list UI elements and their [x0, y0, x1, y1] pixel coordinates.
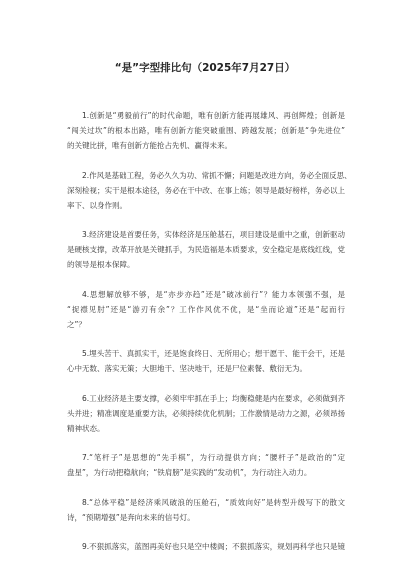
paragraph-7	[67, 450, 345, 480]
paragraph-line: 6.工业经济是主要支撑，必须牢牢抓在手上；均衡稳健是内在要求，必须做到齐	[82, 393, 345, 403]
paragraph-line: 诗，“预期增强”是奔向未来的信号灯。	[67, 512, 195, 522]
paragraph-line: 5.埋头苦干、真抓实干，还是饱食终日、无所用心；想干愿干、能干会干，还是	[82, 349, 345, 358]
paragraph-3	[67, 227, 345, 272]
paragraph-2	[67, 168, 352, 213]
paragraph-line: 头并进；精准调度是重要方法，必须持续优化机制；工作激情是动力之源，必须昂扬	[67, 408, 345, 418]
paragraph-4	[67, 287, 345, 332]
paragraph-line: 精神状态。	[67, 423, 105, 433]
paragraph-line: 1.创新是“勇毅前行”的时代命题，唯有创新方能再展雄风、再创辉煌；创新是	[82, 111, 345, 120]
paragraph-8	[67, 495, 345, 525]
paragraph-line: 8.“总体平稳”是经济乘风破浪的压舱石，“质效向好”是转型升级写下的散文	[82, 497, 345, 507]
paragraph-line: 7.“笔杆子”是思想的“先手棋”，为行动提供方向；“腰杆子”是政治的“定	[82, 453, 345, 462]
paragraph-line: 4.思想解放够不够，是“亦步亦趋”还是“破冰前行”？能力本领强不强，是	[82, 289, 345, 299]
paragraph-line: “捉襟见肘”还是“游刃有余”？工作作风优不优，是“坐而论道”还是“起而行	[67, 304, 345, 314]
document-title: “是”字型排比句（2025年7月27日）	[114, 62, 296, 74]
paragraph-9	[67, 539, 345, 554]
paragraph-line: 3.经济建设是首要任务，实体经济是压舱基石，项目建设是重中之重，创新驱动	[82, 230, 345, 239]
paragraph-line: 的关键比拼，唯有创新方能抢占先机、赢得未来。	[67, 141, 232, 150]
paragraph-1	[67, 108, 345, 153]
paragraph-6	[67, 391, 345, 436]
paragraph-line: 是硬核支撑，改革开放是关键抓手，为民造福是本质要求，安全稳定是底线红线，党	[67, 245, 345, 254]
paragraph-line: 之”？	[67, 319, 86, 329]
paragraph-line: 心中无数、落实无策；大胆地干、坚决地干，还是尸位素餐、敷衍无为。	[67, 364, 307, 373]
paragraph-line: 的领导是根本保障。	[67, 260, 135, 269]
paragraph-line: 盘星”，为行动把稳航向；“铁肩膀”是实践的“发动机”，为行动注入动力。	[67, 468, 312, 477]
paragraph-line: 深刻检视；实干是根本途径，务必在干中改、在事上练；领导是最好榜样，务必以上	[67, 185, 345, 195]
paragraph-line: 9.不狠抓落实，蓝图再美好也只是空中楼阁；不狠抓落实，规划再科学也只是镜	[82, 542, 345, 551]
paragraph-line: “闯关过坎”的根本出路，唯有创新方能突破重围、跨越发展；创新是“争先进位”	[67, 126, 345, 135]
paragraph-5	[67, 346, 345, 376]
paragraph-line: 2.作风是基础工程，务必久久为功、常抓不懈；问题是改进方向，务必全面反思、	[82, 170, 352, 180]
document-body	[67, 108, 352, 569]
paragraph-line: 率下、以身作则。	[67, 200, 127, 210]
